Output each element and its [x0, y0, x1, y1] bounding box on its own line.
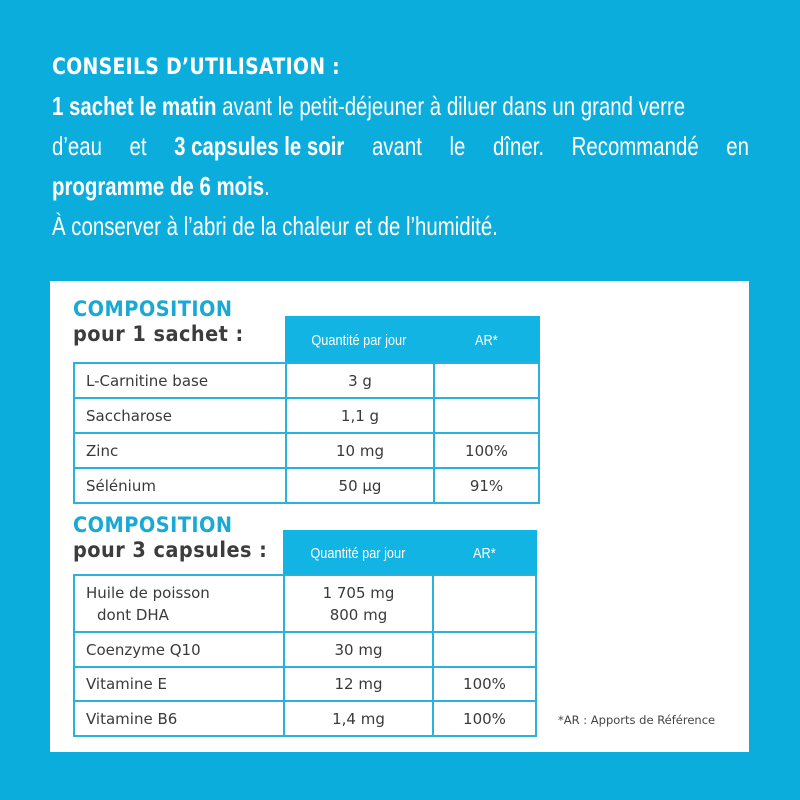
usage-storage: À conserver à l’abri de la chaleur et de l’humidité.	[52, 211, 498, 241]
row-name: Coenzyme Q10	[75, 633, 285, 666]
composition-title: COMPOSITION	[73, 513, 233, 537]
row-quantity: 1,4 mg	[285, 702, 434, 735]
table-row	[75, 467, 538, 502]
row-name: Saccharose	[75, 399, 287, 432]
row-ar	[435, 364, 538, 397]
row-quantity: 1,1 g	[287, 399, 435, 432]
usage-word: en	[726, 131, 750, 161]
usage-word: et	[129, 131, 147, 161]
row-quantity-line-1: 1 705 mg	[322, 583, 395, 602]
usage-instructions	[52, 50, 752, 246]
usage-morning-dose: 1 sachet le matin	[52, 91, 217, 121]
row-name: Zinc	[75, 434, 287, 467]
usage-line-2	[52, 126, 749, 166]
usage-title: CONSEILS D’UTILISATION :	[52, 55, 340, 80]
table-row	[75, 432, 538, 467]
usage-line-1	[52, 86, 686, 126]
table-row	[75, 666, 535, 700]
usage-line-3-text: .	[264, 171, 270, 201]
usage-program-duration: programme de 6 mois	[52, 171, 265, 201]
usage-word: le	[449, 131, 466, 161]
row-quantity: 30 mg	[285, 633, 434, 666]
row-ar: 100%	[463, 709, 506, 728]
row-name: Vitamine E	[75, 668, 285, 700]
row-ar	[435, 399, 538, 432]
table-row	[75, 574, 535, 631]
row-quantity: 3 g	[287, 364, 435, 397]
composition-heading-capsules	[73, 513, 284, 563]
composition-panel	[50, 281, 749, 752]
table-sachet	[73, 362, 540, 504]
table-row	[75, 700, 535, 735]
row-name-line-1: Huile de poisson	[86, 583, 210, 602]
table-header-capsules	[283, 530, 537, 576]
usage-line-1-text: avant le petit-déjeuner à diluer dans un grand verre	[216, 91, 686, 121]
usage-evening-dose: 3 capsules le soir	[174, 131, 345, 161]
footnote-ar-definition: *AR : Apports de Référence	[558, 713, 716, 727]
header-ar: AR*	[475, 331, 498, 349]
table-row	[75, 631, 535, 666]
row-ar: 100%	[463, 675, 506, 693]
composition-title: COMPOSITION	[73, 297, 233, 321]
usage-word: dîner.	[492, 131, 545, 161]
header-quantity: Quantité par jour	[310, 544, 405, 562]
usage-word: avant	[371, 131, 422, 161]
row-name	[75, 576, 285, 631]
composition-subtitle: pour 1 sachet :	[73, 322, 244, 346]
header-quantity: Quantité par jour	[311, 331, 407, 349]
row-quantity-line-2: 800 mg	[329, 605, 388, 624]
composition-heading-sachet	[73, 297, 259, 347]
table-header-sachet	[285, 316, 540, 364]
row-name: Sélénium	[75, 469, 287, 502]
row-ar	[434, 576, 535, 631]
table-capsules	[73, 574, 537, 737]
usage-word: d’eau	[52, 131, 102, 161]
row-ar: 91%	[469, 476, 504, 495]
row-quantity: 12 mg	[285, 668, 434, 700]
row-name-line-2: dont DHA	[97, 605, 169, 624]
usage-word: Recommandé	[571, 131, 699, 161]
row-ar: 100%	[465, 441, 508, 460]
row-ar	[434, 633, 535, 666]
header-ar: AR*	[473, 544, 496, 562]
table-row	[75, 397, 538, 432]
table-row	[75, 362, 538, 397]
row-quantity: 50 µg	[287, 469, 435, 502]
usage-line-3	[52, 166, 602, 206]
row-name: Vitamine B6	[75, 702, 285, 735]
row-quantity	[285, 576, 434, 631]
composition-subtitle: pour 3 capsules :	[73, 538, 268, 562]
row-name: L-Carnitine base	[75, 364, 287, 397]
row-quantity: 10 mg	[287, 434, 435, 467]
